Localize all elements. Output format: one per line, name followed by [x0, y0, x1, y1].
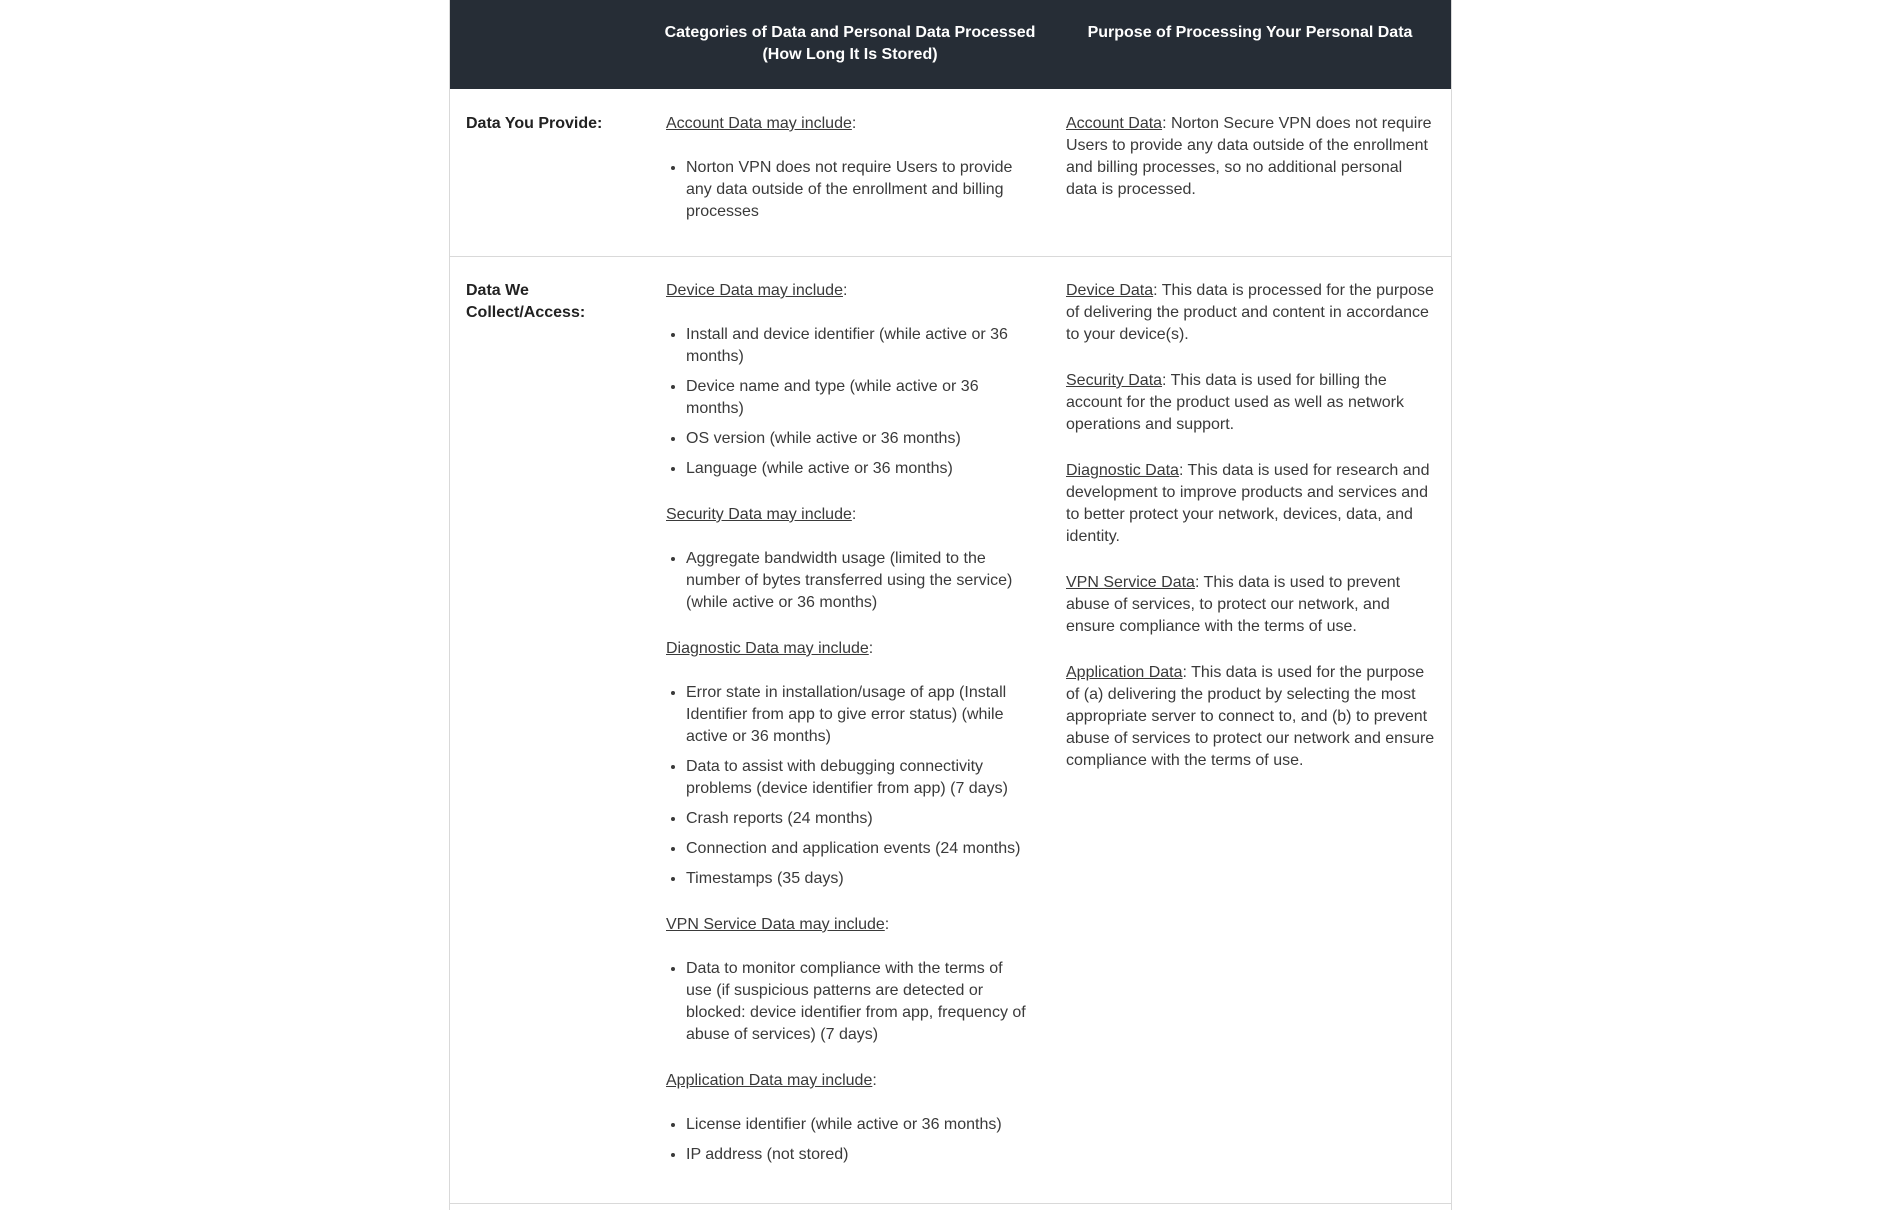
list-item: • OS version (while active or 36 months) [686, 428, 1032, 450]
purpose-text: : This data is used to prevent abuse of services, to protect our network, and ensure compliance with the terms of use. [1066, 574, 1401, 635]
purpose-block [1066, 113, 1436, 201]
category-list [666, 1114, 1032, 1166]
purpose-text: : Norton Secure VPN does not require Users to provide any data outside of the enrollment and billing processes, so no additional personal data is processed. [1066, 115, 1432, 198]
list-item: • Data to monitor compliance with the terms of use (if suspicious patterns are detected or blocked: device identifier from app, frequency of abuse of services) (7 days) [686, 958, 1032, 1046]
row-divider [450, 1203, 1451, 1204]
category-title: Account Data may include: [666, 115, 857, 132]
purpose-block [1066, 662, 1436, 772]
category-title-link[interactable]: VPN Service Data may include [666, 916, 885, 933]
list-item: • Connection and application events (24 months) [686, 838, 1032, 860]
row-2-categories [666, 280, 1032, 1190]
category-title-link[interactable]: Diagnostic Data may include [666, 640, 869, 657]
purpose-term-link[interactable]: Device Data [1066, 282, 1154, 299]
row-label-data-we-collect: Data We Collect/Access: [466, 282, 586, 321]
list-item: • Device name and type (while active or 36 months) [686, 376, 1032, 420]
purpose-term-link[interactable]: Account Data [1066, 115, 1163, 132]
list-item: • Install and device identifier (while active or 36 months) [686, 324, 1032, 368]
category-title: VPN Service Data may include: [666, 916, 890, 933]
purpose-text: : This data is used for billing the account for the product used as well as network operations and support. [1066, 372, 1404, 433]
purpose-block [1066, 280, 1436, 346]
purpose-term-link[interactable]: Diagnostic Data [1066, 462, 1179, 479]
purpose-term-link[interactable]: Application Data [1066, 664, 1183, 681]
category-list [666, 682, 1032, 890]
data-processing-table [449, 0, 1452, 1210]
purpose-block [1066, 572, 1436, 638]
category-title-link[interactable]: Device Data may include [666, 282, 843, 299]
list-item: • License identifier (while active or 36 months) [686, 1114, 1032, 1136]
row-1-categories [666, 113, 1032, 247]
list-item: • Error state in installation/usage of app (Install Identifier from app to give error status) (while active or 36 months) [686, 682, 1032, 748]
purpose-text: : This data is used for research and development to improve products and services and to better protect your network, devices, data, and identity. [1066, 462, 1430, 545]
table-header [450, 0, 1451, 89]
category-title: Diagnostic Data may include: [666, 640, 874, 657]
category-title: Application Data may include: [666, 1072, 877, 1089]
list-item: • Norton VPN does not require Users to provide any data outside of the enrollment and billing processes [686, 157, 1032, 223]
category-title: Security Data may include: [666, 506, 857, 523]
list-item: • IP address (not stored) [686, 1144, 1032, 1166]
category-list [666, 157, 1032, 223]
categories-column-heading: Categories of Data and Personal Data Processed (How Long It Is Stored) [664, 24, 1036, 63]
purpose-text: : This data is used for the purpose of (a) delivering the product by selecting the most appropriate server to connect to, and (b) to prevent abuse of services to protect our network and ensure compliance with the terms of use. [1066, 664, 1435, 769]
purpose-term-link[interactable]: Security Data [1066, 372, 1163, 389]
purpose-term-link[interactable]: VPN Service Data [1066, 574, 1195, 591]
category-title-link[interactable]: Application Data may include [666, 1072, 873, 1089]
list-item: • Timestamps (35 days) [686, 868, 1032, 890]
category-title: Device Data may include: [666, 282, 848, 299]
row-label-data-you-provide: Data You Provide: [466, 115, 603, 132]
purpose-block [1066, 370, 1436, 436]
row-divider [450, 256, 1451, 257]
category-list [666, 958, 1032, 1046]
row-2-purposes [1066, 280, 1436, 796]
list-item: • Data to assist with debugging connectivity problems (device identifier from app) (7 days) [686, 756, 1032, 800]
list-item: • Language (while active or 36 months) [686, 458, 1032, 480]
list-item: • Crash reports (24 months) [686, 808, 1032, 830]
category-list [666, 324, 1032, 480]
list-item: • Aggregate bandwidth usage (limited to the number of bytes transferred using the service) (while active or 36 months) [686, 548, 1032, 614]
category-title-link[interactable]: Security Data may include [666, 506, 852, 523]
row-1-purposes [1066, 113, 1436, 225]
purpose-column-heading: Purpose of Processing Your Personal Data [1087, 24, 1413, 41]
category-list [666, 548, 1032, 614]
purpose-block [1066, 460, 1436, 548]
purpose-text: : This data is processed for the purpose of delivering the product and content in accordance to your device(s). [1066, 282, 1434, 343]
category-title-link[interactable]: Account Data may include [666, 115, 852, 132]
